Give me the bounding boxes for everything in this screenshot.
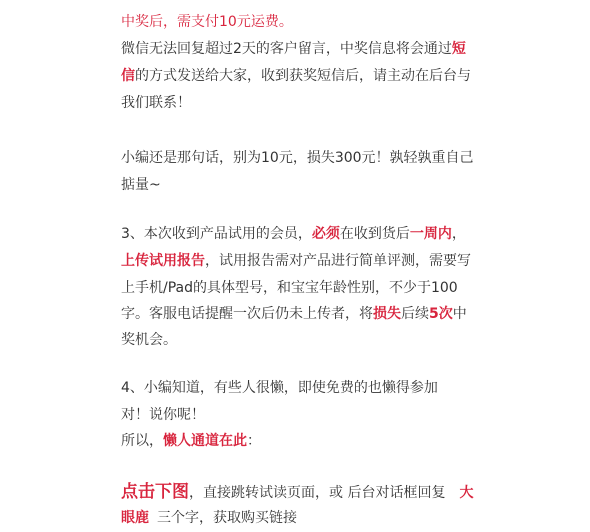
p3-line-1-text-c: 在收到货后	[339, 226, 410, 242]
sms-highlight-2: 信	[121, 68, 135, 84]
p1-line-4	[121, 91, 191, 115]
p3-line-1-text-a: 3、本次收到产品试用的会员，	[121, 226, 312, 242]
p3-line-1	[121, 222, 466, 246]
p5-line-1-text: ，直接跳转试读页面，或 后台对话框回复	[189, 485, 446, 501]
sms-highlight-1: 短	[451, 41, 466, 57]
p3-line-1-text-e: ，	[451, 226, 466, 242]
shipping-fee-text: 中奖后，需支付10元运费。	[121, 14, 293, 30]
p4-line-3-text-c: ：	[247, 433, 261, 449]
shipping-fee-line	[121, 10, 293, 34]
five-times-highlight: 5次	[429, 306, 453, 322]
p1-line-2	[121, 37, 466, 61]
keyword-highlight-1: 大	[459, 485, 474, 501]
p4-line-3-text-a: 所以，	[121, 433, 163, 449]
p3-line-4-text-c: 后续	[401, 306, 429, 322]
p4-line-2-text: 对！说你呢！	[121, 407, 205, 423]
upload-report-highlight: 上传试用报告	[121, 253, 205, 269]
click-below-link[interactable]: 点击下图	[121, 482, 189, 502]
p1-line-4-text: 我们联系！	[121, 95, 191, 111]
p5-line-2	[121, 506, 297, 530]
p1-line-2-text: 微信无法回复超过2天的客户留言，中奖信息将会通过	[121, 41, 452, 57]
p3-line-5	[121, 328, 177, 352]
p3-line-2	[121, 249, 471, 273]
p3-line-3-text: 上手机/Pad的具体型号，和宝宝年龄性别，不少于100	[121, 280, 458, 296]
p4-line-1-text: 4、小编知道，有些人很懒，即使免费的也懒得参加	[121, 380, 438, 396]
keyword-highlight-2: 眼鹿	[121, 510, 149, 526]
p2-line-1	[121, 146, 474, 170]
p3-line-4	[121, 302, 467, 326]
p1-line-3-text: 的方式发送给大家，收到获奖短信后，请主动在后台与	[135, 68, 471, 84]
p2-line-2	[121, 173, 161, 197]
p2-line-2-text: 掂量~	[121, 177, 161, 193]
p5-line-2-text: 三个字，获取购买链接	[157, 510, 297, 526]
p3-line-2-text: ，试用报告需对产品进行简单评测，需要写	[205, 253, 471, 269]
p3-line-4-text-a: 字。客服电话提醒一次后仍未上传者，将	[121, 306, 373, 322]
p1-line-3	[121, 64, 471, 88]
p3-line-3	[121, 276, 458, 300]
p4-line-1	[121, 376, 438, 400]
within-week-highlight: 一周内	[409, 226, 452, 242]
p2-line-1-text: 小编还是那句话，别为10元，损失300元！孰轻孰重自己	[121, 150, 474, 166]
p4-line-2	[121, 403, 205, 427]
must-highlight: 必须	[311, 226, 340, 242]
p3-line-5-text: 奖机会。	[121, 332, 177, 348]
p5-line-1	[121, 480, 473, 505]
lazy-channel-highlight: 懒人通道在此	[163, 433, 247, 449]
lose-highlight: 损失	[373, 306, 401, 322]
p4-line-3	[121, 429, 261, 453]
p3-line-4-text-e: 中	[452, 306, 467, 322]
